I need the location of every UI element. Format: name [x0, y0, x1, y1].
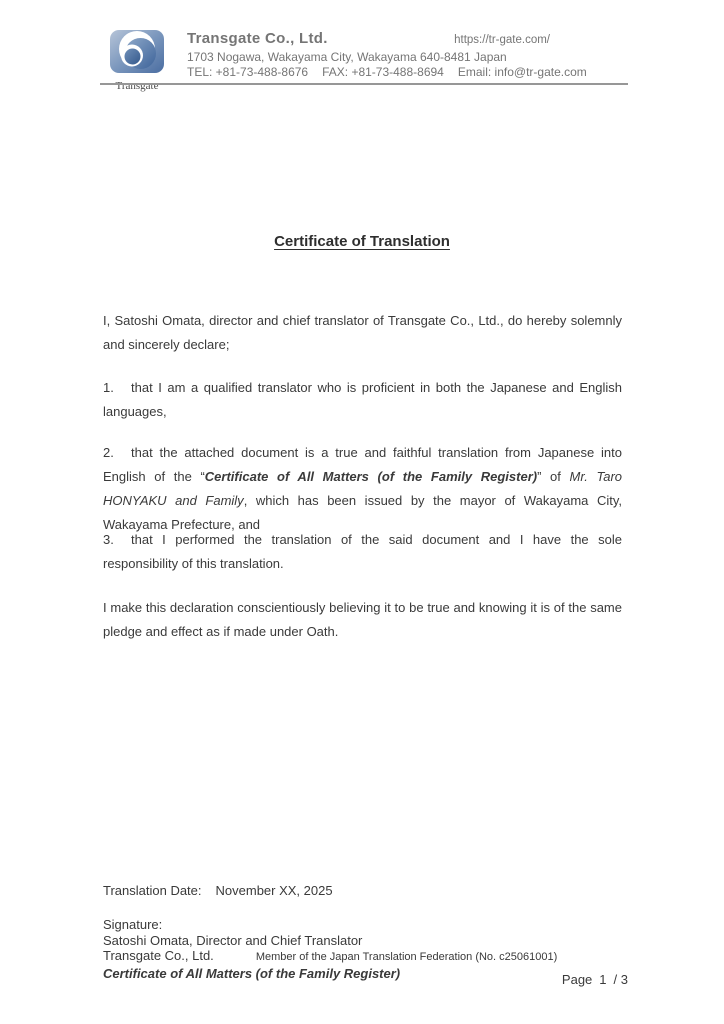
- item-text-mid: ” of: [537, 469, 570, 484]
- website-url: https://tr-gate.com/: [454, 34, 550, 46]
- item-text: that I performed the translation of the said document and I have the sole responsibility of this translation.: [103, 532, 622, 571]
- company-tel: TEL: +81-73-488-8676: [187, 65, 309, 79]
- signature-block: [103, 917, 557, 981]
- declaration-item-2: [103, 441, 622, 537]
- transgate-logo-icon: [109, 29, 165, 74]
- signer-name: Satoshi Omata, Director and Chief Translator: [103, 932, 363, 948]
- logo-wordmark: Transgate: [115, 80, 159, 92]
- header-divider: [100, 83, 628, 85]
- translation-date-label: Translation Date:: [103, 883, 202, 898]
- page-total: / 3: [613, 972, 628, 987]
- item-number: 2.: [103, 445, 114, 460]
- intro-paragraph: I, Satoshi Omata, director and chief translator of Transgate Co., Ltd., do hereby solemnly and sincerely declare;: [103, 313, 622, 352]
- company-address: 1703 Nogawa, Wakayama City, Wakayama 640-8481 Japan: [187, 50, 507, 64]
- footer-company-line: [103, 948, 557, 966]
- company-contact: [187, 65, 587, 79]
- company-fax: FAX: +81-73-488-8694: [322, 65, 444, 79]
- footer-company-name: Transgate Co., Ltd.: [103, 948, 214, 963]
- item-text-lead: that the attached document is a true and faithful translation from Japanese into English of the “: [103, 445, 622, 484]
- declaration-item-1: [103, 376, 622, 424]
- signature-label: Signature:: [103, 917, 163, 932]
- item-text-tail: , which has been issued by the mayor of Wakayama City, Wakayama Prefecture, and: [103, 493, 623, 532]
- page-indicator: [562, 972, 628, 987]
- company-email: Email: info@tr-gate.com: [457, 65, 587, 79]
- item-text: that I am a qualified translator who is proficient in both the Japanese and English languages,: [103, 380, 622, 419]
- translation-date-value: November XX, 2025: [215, 883, 333, 898]
- source-document-title: Certificate of All Matters (of the Family Register): [103, 965, 401, 981]
- item-number: 3.: [103, 532, 114, 547]
- translation-date-line: [103, 883, 333, 898]
- document-subject: Mr. Taro HONYAKU and Family: [103, 469, 623, 508]
- quoted-document-title: Certificate of All Matters (of the Family Register): [204, 469, 538, 484]
- company-name: Transgate Co., Ltd.: [187, 30, 328, 47]
- declaration-item-3: [103, 528, 622, 576]
- membership-note: Member of the Japan Translation Federation (No. c25061001): [255, 951, 558, 963]
- item-number: 1.: [103, 380, 114, 395]
- page-label: Page: [561, 972, 593, 987]
- page-number: 1: [599, 972, 607, 987]
- closing-paragraph: I make this declaration conscientiously believing it to be true and knowing it is of the same pledge and effect as if made under Oath.: [103, 600, 622, 639]
- document-title: Certificate of Translation: [274, 233, 450, 250]
